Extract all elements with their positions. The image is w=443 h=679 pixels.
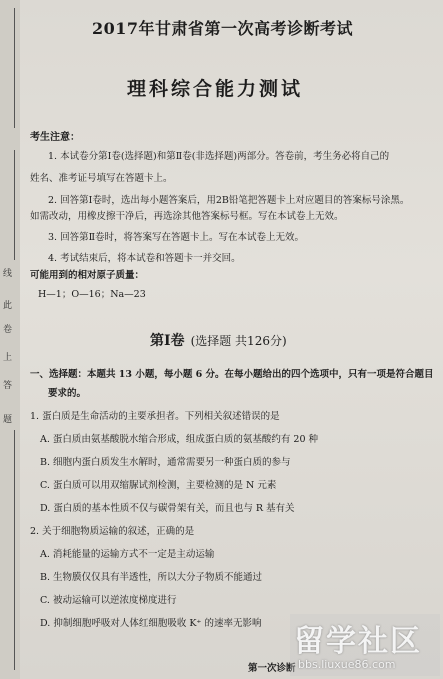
binding-char: 题 (3, 415, 13, 425)
section-subtitle: (选择题 共126分) (190, 334, 287, 348)
watermark-text: 留学社区 (294, 624, 422, 659)
notice-line: 4. 考试结束后，将本试卷和答题卡一并交回。 (48, 253, 241, 264)
notice-line: 如需改动，用橡皮擦干净后，再选涂其他答案标号框。写在本试卷上无效。 (30, 211, 344, 222)
binding-margin (0, 0, 20, 679)
atomic-mass-heading: 可能用到的相对原子质量： (30, 270, 145, 281)
question-option: B. 生物膜仅仅具有半透性，所以大分子物质不能通过 (40, 572, 263, 583)
page-footer: 第一次诊断 (248, 663, 296, 674)
notice-heading: 考生注意： (30, 132, 80, 143)
notice-line: 姓名、准考证号填写在答题卡上。 (30, 173, 173, 184)
notice-line: 2. 回答第Ⅰ卷时，选出每小题答案后，用2B铅笔把答题卡上对应题目的答案标号涂黑。 (48, 195, 410, 206)
binding-char: 上 (3, 353, 13, 363)
instruction-line: 一、选择题：本题共 13 小题，每小题 6 分。在每小题给出的四个选项中，只有一项是符合题目 (30, 369, 434, 380)
binding-line (14, 430, 15, 670)
notice-line: 1. 本试卷分第Ⅰ卷(选择题)和第Ⅱ卷(非选择题)两部分。答卷前，考生务必将自己的 (48, 151, 390, 162)
subject-title: 理科综合能力测试 (127, 78, 304, 100)
question-option: D. 蛋白质的基本性质不仅与碳骨架有关，而且也与 R 基有关 (40, 503, 295, 514)
exam-title: 2017年甘肃省第一次高考诊断考试 (92, 19, 354, 38)
question-stem: 1. 蛋白质是生命活动的主要承担者。下列相关叙述错误的是 (30, 411, 280, 422)
section-title (150, 330, 287, 350)
question-option: C. 蛋白质可以用双缩脲试剂检测，主要检测的是 N 元素 (40, 480, 277, 491)
notice-line: 3. 回答第Ⅱ卷时，将答案写在答题卡上。写在本试卷上无效。 (48, 232, 305, 243)
binding-char: 卷 (3, 325, 13, 335)
binding-line (14, 8, 15, 128)
question-option: D. 抑制细胞呼吸对人体红细胞吸收 K⁺ 的速率无影响 (40, 618, 262, 629)
binding-char: 答 (3, 381, 13, 391)
binding-char: 线 (3, 269, 13, 279)
binding-char: 此 (3, 301, 13, 311)
instruction-line: 要求的。 (48, 388, 87, 399)
binding-line (14, 150, 15, 260)
question-stem: 2. 关于细胞物质运输的叙述，正确的是 (30, 526, 195, 537)
watermark-url: bbs.liuxue86.com (298, 658, 396, 671)
question-option: A. 蛋白质由氨基酸脱水缩合形成，组成蛋白质的氨基酸约有 20 种 (40, 434, 319, 445)
question-option: A. 消耗能量的运输方式不一定是主动运输 (40, 549, 215, 560)
question-option: C. 被动运输可以逆浓度梯度进行 (40, 595, 177, 606)
atomic-mass-values: H—1；O—16；Na—23 (38, 289, 146, 300)
question-option: B. 细胞内蛋白质发生水解时，通常需要另一种蛋白质的参与 (40, 457, 291, 468)
section-label: 第Ⅰ卷 (150, 333, 185, 349)
watermark-logo (290, 614, 440, 676)
